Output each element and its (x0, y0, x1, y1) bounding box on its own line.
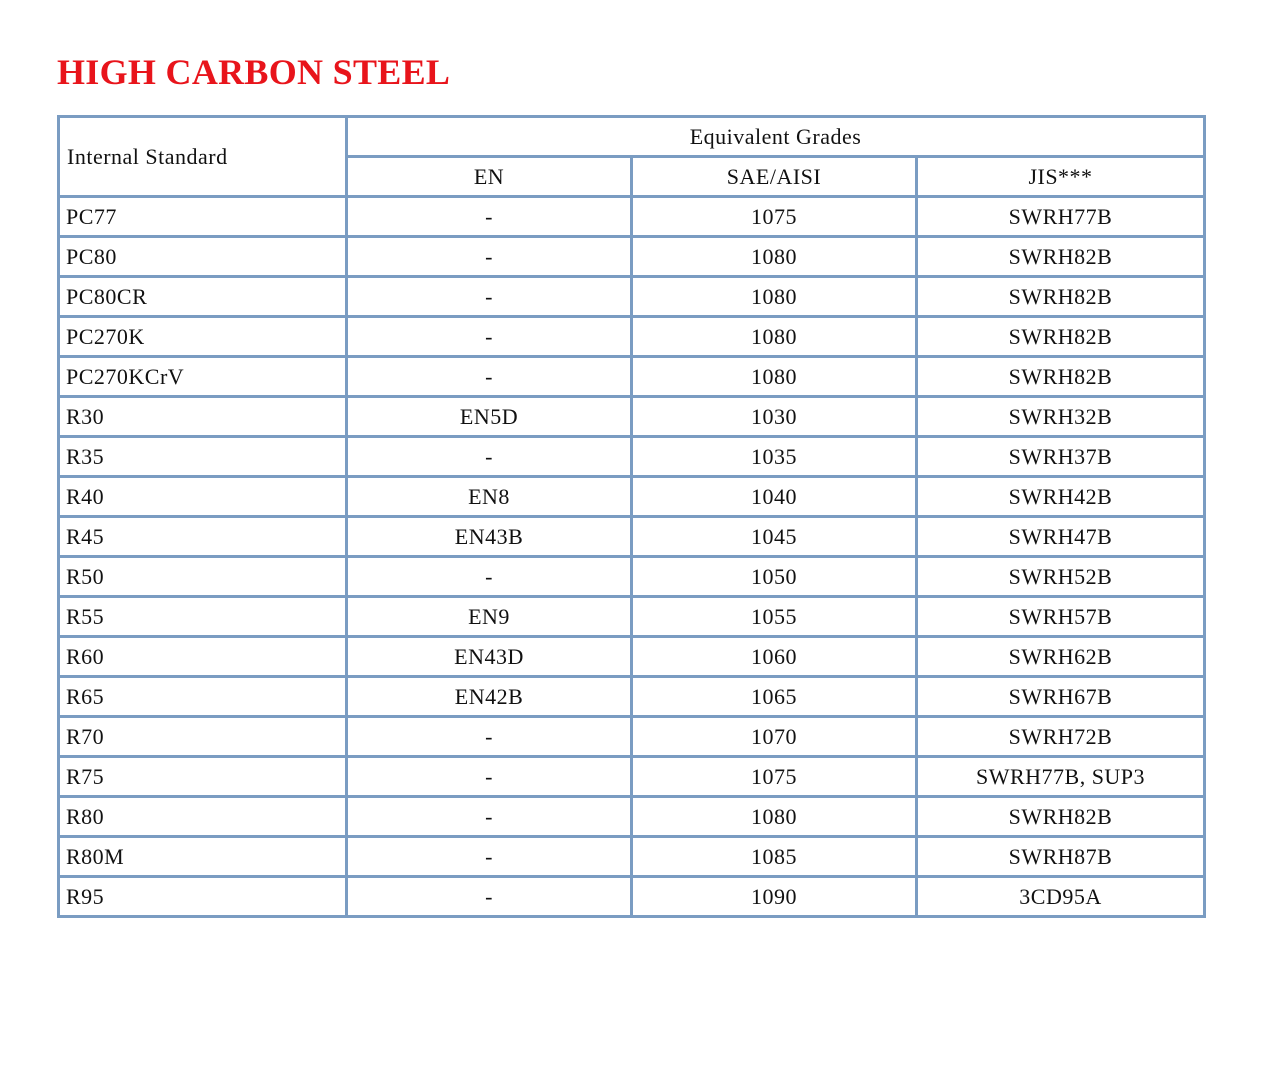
internal-standard-cell: R95 (59, 877, 347, 917)
en-cell: - (347, 757, 632, 797)
internal-standard-cell: R60 (59, 637, 347, 677)
sae-aisi-cell: 1080 (632, 317, 917, 357)
en-cell: - (347, 197, 632, 237)
table-header (59, 117, 1205, 197)
table-row (59, 837, 1205, 877)
jis-cell: SWRH52B (917, 557, 1205, 597)
en-cell: EN43B (347, 517, 632, 557)
table-row (59, 197, 1205, 237)
jis-cell: SWRH82B (917, 357, 1205, 397)
table-row (59, 757, 1205, 797)
sae-aisi-cell: 1045 (632, 517, 917, 557)
page-title: HIGH CARBON STEEL (57, 52, 451, 92)
jis-cell: SWRH32B (917, 397, 1205, 437)
en-cell: - (347, 717, 632, 757)
internal-standard-cell: R75 (59, 757, 347, 797)
internal-standard-cell: R80M (59, 837, 347, 877)
table-row (59, 357, 1205, 397)
en-cell: EN9 (347, 597, 632, 637)
jis-cell: SWRH57B (917, 597, 1205, 637)
en-cell: - (347, 357, 632, 397)
equivalent-grades-table (57, 115, 1206, 918)
table-row (59, 517, 1205, 557)
sae-aisi-cell: 1030 (632, 397, 917, 437)
table-row (59, 597, 1205, 637)
sae-aisi-cell: 1070 (632, 717, 917, 757)
internal-standard-cell: PC80 (59, 237, 347, 277)
jis-cell: SWRH77B (917, 197, 1205, 237)
sae-aisi-cell: 1035 (632, 437, 917, 477)
internal-standard-cell: R55 (59, 597, 347, 637)
jis-cell: 3CD95A (917, 877, 1205, 917)
table-row (59, 277, 1205, 317)
internal-standard-cell: R45 (59, 517, 347, 557)
jis-cell: SWRH82B (917, 237, 1205, 277)
jis-cell: SWRH62B (917, 637, 1205, 677)
jis-cell: SWRH82B (917, 317, 1205, 357)
sae-aisi-cell: 1080 (632, 357, 917, 397)
internal-standard-cell: PC77 (59, 197, 347, 237)
jis-column-header: JIS*** (917, 157, 1205, 197)
jis-cell: SWRH82B (917, 277, 1205, 317)
table-row (59, 557, 1205, 597)
jis-cell: SWRH47B (917, 517, 1205, 557)
sae-aisi-cell: 1040 (632, 477, 917, 517)
en-cell: EN5D (347, 397, 632, 437)
en-cell: - (347, 277, 632, 317)
internal-standard-cell: R50 (59, 557, 347, 597)
sae-aisi-cell: 1085 (632, 837, 917, 877)
jis-cell: SWRH67B (917, 677, 1205, 717)
en-cell: - (347, 557, 632, 597)
en-cell: - (347, 877, 632, 917)
en-cell: EN43D (347, 637, 632, 677)
table-row (59, 477, 1205, 517)
jis-cell: SWRH37B (917, 437, 1205, 477)
sae-aisi-cell: 1080 (632, 237, 917, 277)
en-cell: - (347, 317, 632, 357)
sae-aisi-cell: 1080 (632, 277, 917, 317)
table-body (59, 197, 1205, 917)
internal-standard-cell: PC270KCrV (59, 357, 347, 397)
jis-cell: SWRH72B (917, 717, 1205, 757)
table-row (59, 797, 1205, 837)
equivalent-grades-header: Equivalent Grades (347, 117, 1205, 157)
table-row (59, 437, 1205, 477)
en-cell: - (347, 837, 632, 877)
en-column-header: EN (347, 157, 632, 197)
internal-standard-cell: PC80CR (59, 277, 347, 317)
sae-aisi-cell: 1055 (632, 597, 917, 637)
internal-standard-cell: PC270K (59, 317, 347, 357)
table-row (59, 237, 1205, 277)
en-cell: - (347, 437, 632, 477)
table-row (59, 397, 1205, 437)
jis-cell: SWRH82B (917, 797, 1205, 837)
jis-cell: SWRH42B (917, 477, 1205, 517)
sae-aisi-cell: 1065 (632, 677, 917, 717)
en-cell: - (347, 237, 632, 277)
header-row-top (59, 117, 1205, 157)
internal-standard-cell: R80 (59, 797, 347, 837)
table-row (59, 677, 1205, 717)
table-row (59, 717, 1205, 757)
sae-aisi-cell: 1075 (632, 197, 917, 237)
table-row (59, 637, 1205, 677)
internal-standard-cell: R30 (59, 397, 347, 437)
sae-aisi-cell: 1080 (632, 797, 917, 837)
jis-cell: SWRH87B (917, 837, 1205, 877)
sae-aisi-cell: 1050 (632, 557, 917, 597)
sae-aisi-cell: 1075 (632, 757, 917, 797)
internal-standard-header: Internal Standard (59, 117, 347, 197)
sae-aisi-cell: 1090 (632, 877, 917, 917)
en-cell: - (347, 797, 632, 837)
en-cell: EN42B (347, 677, 632, 717)
internal-standard-cell: R65 (59, 677, 347, 717)
en-cell: EN8 (347, 477, 632, 517)
table-row (59, 877, 1205, 917)
sae-aisi-cell: 1060 (632, 637, 917, 677)
internal-standard-cell: R40 (59, 477, 347, 517)
internal-standard-cell: R35 (59, 437, 347, 477)
internal-standard-cell: R70 (59, 717, 347, 757)
table-row (59, 317, 1205, 357)
jis-cell: SWRH77B, SUP3 (917, 757, 1205, 797)
sae-aisi-column-header: SAE/AISI (632, 157, 917, 197)
